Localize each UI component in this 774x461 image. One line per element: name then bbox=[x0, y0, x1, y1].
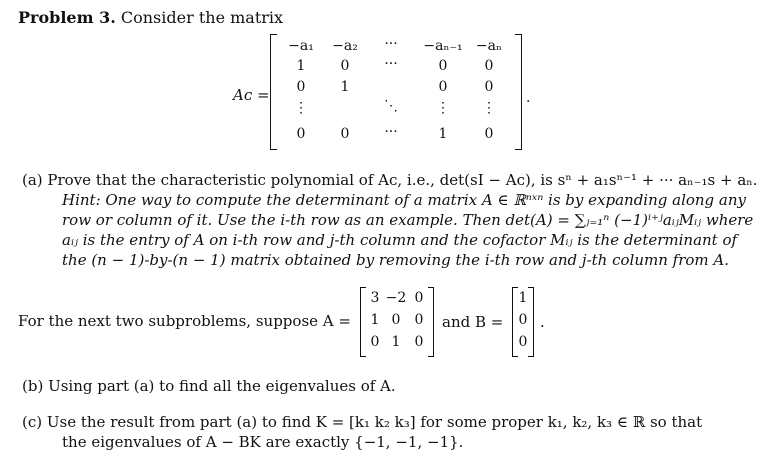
matrix-cell: 0 bbox=[296, 126, 306, 142]
matrix-cell: 0 bbox=[414, 290, 424, 306]
subproblem-intro: For the next two subproblems, suppose A = bbox=[18, 312, 351, 330]
part-c-line2: the eigenvalues of A − BK are exactly {−1, −1, −1}. bbox=[62, 433, 464, 451]
problem-title bbox=[18, 8, 283, 27]
matrix-cell: ··· bbox=[384, 124, 398, 140]
hint-text: Hint: One way to compute the determinant of a matrix A ∈ ℝⁿˣⁿ is by expanding along any row or column of it. Use the i-th row as an example. Then det(A) = ∑ⱼ₌₁ⁿ (−1)ⁱ⁺ʲaᵢⱼMᵢⱼ where aᵢⱼ is the entry of A on i-th row and j-th column and the cofactor Mᵢⱼ is the determinant of the (n − 1)-by-(n − 1) matrix obtained by removing the i-th row and j-th column from A. bbox=[62, 191, 754, 269]
matrix-cell: 0 bbox=[391, 312, 401, 328]
matrix-period: . bbox=[526, 90, 531, 106]
B-period: . bbox=[540, 313, 545, 331]
matrix-cell: 0 bbox=[340, 58, 350, 74]
matrix-label: Aᴄ = bbox=[233, 86, 270, 104]
matrix-cell: −2 bbox=[385, 290, 407, 306]
matrix-cell: 0 bbox=[414, 334, 424, 350]
vertical-dots: ⋮ bbox=[436, 100, 450, 116]
matrix-cell: 0 bbox=[518, 312, 528, 328]
matrix-cell: 0 bbox=[370, 334, 380, 350]
matrix-cell: 0 bbox=[484, 126, 494, 142]
matrix-cell: 0 bbox=[484, 58, 494, 74]
matrix-cell: 1 bbox=[518, 290, 528, 306]
matrix-cell: 0 bbox=[296, 79, 306, 95]
matrix-cell: 1 bbox=[296, 58, 306, 74]
matrix-cell: −aₙ₋₁ bbox=[423, 38, 463, 54]
and-B-label: and B = bbox=[442, 313, 504, 331]
matrix-cell: ··· bbox=[384, 56, 398, 72]
matrix-cell: 1 bbox=[370, 312, 380, 328]
problem-intro: Consider the matrix bbox=[120, 8, 284, 27]
matrix-cell: 1 bbox=[391, 334, 401, 350]
part-a: (a) Prove that the characteristic polynomial of Aᴄ, i.e., det(sI − Aᴄ), is sⁿ + a₁sⁿ⁻¹ + ··· aₙ₋₁s + aₙ. bbox=[22, 171, 758, 189]
part-c-line1: (c) Use the result from part (a) to find K = [k₁ k₂ k₃] for some proper k₁, k₂, k₃ ∈ ℝ so that bbox=[22, 413, 703, 431]
matrix-cell: −a₁ bbox=[288, 38, 314, 54]
matrix-cell: 1 bbox=[340, 79, 350, 95]
matrix-B bbox=[512, 287, 534, 357]
diagonal-dots: ⋱ bbox=[384, 98, 398, 114]
part-b: (b) Using part (a) to find all the eigenvalues of A. bbox=[22, 377, 396, 395]
matrix-A bbox=[360, 287, 434, 357]
companion-matrix bbox=[270, 30, 522, 148]
matrix-cell: 0 bbox=[438, 58, 448, 74]
matrix-cell: −a₂ bbox=[332, 38, 358, 54]
matrix-cell: 0 bbox=[340, 126, 350, 142]
vertical-dots: ⋮ bbox=[482, 100, 496, 116]
matrix-cell: −aₙ bbox=[475, 38, 503, 54]
problem-heading: Problem 3. bbox=[18, 8, 116, 27]
left-bracket bbox=[270, 34, 277, 150]
matrix-cell: 0 bbox=[518, 334, 528, 350]
matrix-cell: 3 bbox=[370, 290, 380, 306]
right-bracket bbox=[515, 34, 522, 150]
matrix-cell: 1 bbox=[438, 126, 448, 142]
part-c bbox=[22, 412, 762, 452]
matrix-cell: ··· bbox=[384, 36, 398, 52]
matrix-cell: 0 bbox=[484, 79, 494, 95]
matrix-cell: 0 bbox=[438, 79, 448, 95]
vertical-dots: ⋮ bbox=[294, 100, 308, 116]
matrix-cell: 0 bbox=[414, 312, 424, 328]
